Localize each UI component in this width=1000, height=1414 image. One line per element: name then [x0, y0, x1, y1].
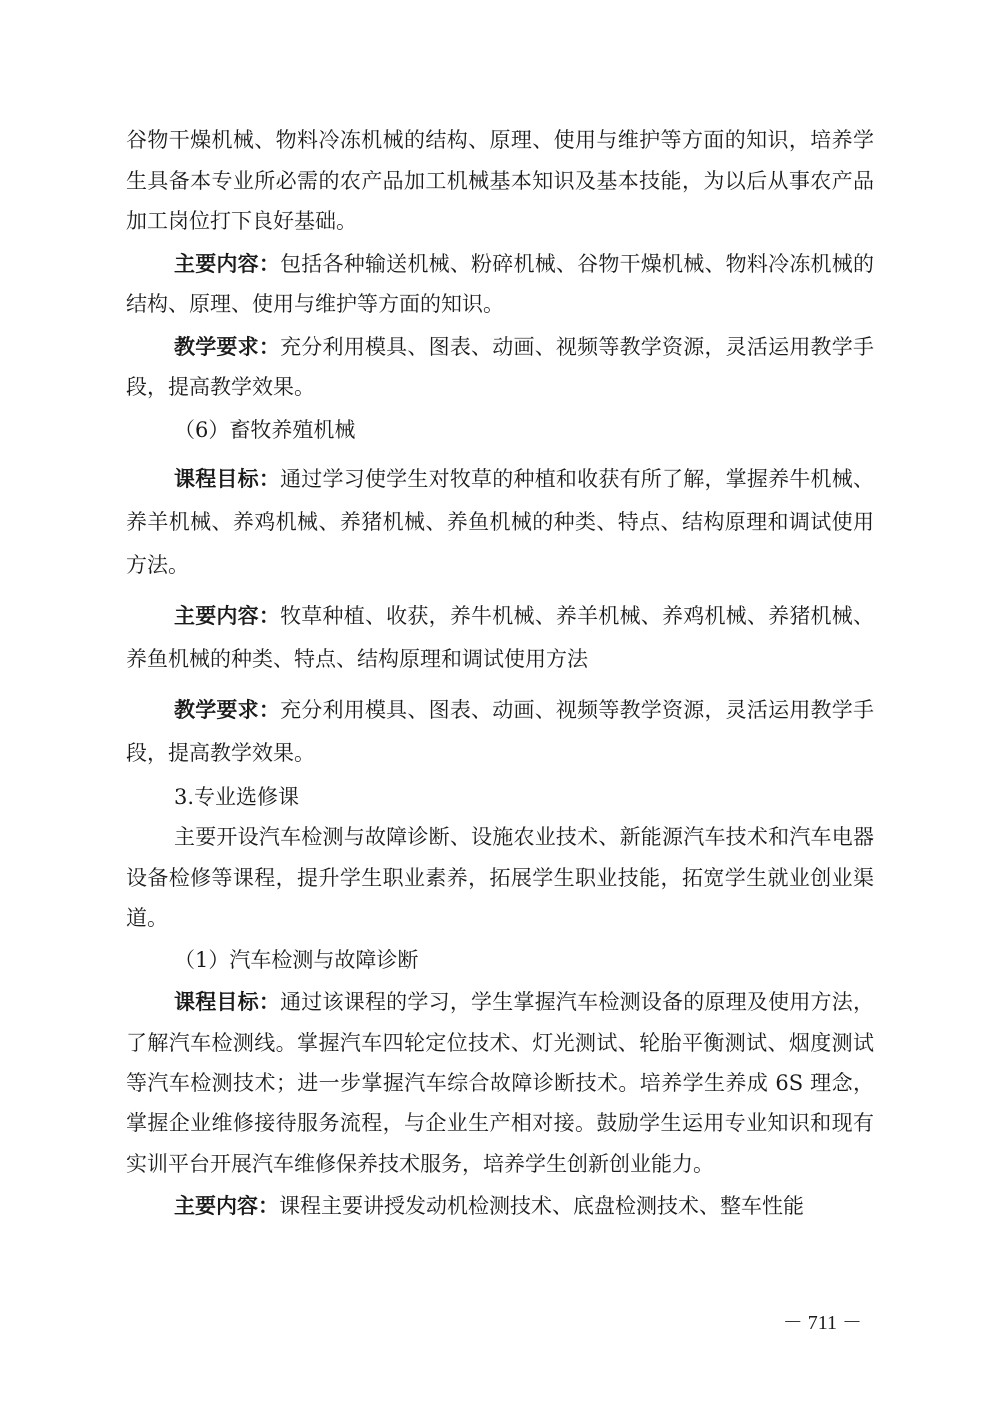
body-text	[126, 120, 874, 1226]
paragraph-text: 谷物干燥机械、物料冷冻机械的结构、原理、使用与维护等方面的知识，培养学生具备本专业所必需的农产品加工机械基本知识及基本技能，为以后从事农产品加工岗位打下良好基础。	[126, 128, 874, 233]
paragraph-text: 牧草种植、收获，养牛机械、养羊机械、养鸡机械、养猪机械、养鱼机械的种类、特点、结构原理和调试使用方法	[126, 604, 874, 671]
paragraph-text: 主要开设汽车检测与故障诊断、设施农业技术、新能源汽车技术和汽车电器设备检修等课程，提升学生职业素养，拓展学生职业技能，拓宽学生就业创业渠道。	[126, 825, 874, 930]
paragraph-label: 主要内容：	[174, 1193, 279, 1218]
paragraph-main-content	[126, 1186, 874, 1226]
paragraph-label: 课程目标：	[174, 990, 281, 1015]
paragraph-teaching-requirements	[126, 689, 874, 775]
section-heading-electives	[126, 777, 874, 817]
paragraph-teaching-requirements	[126, 327, 874, 408]
paragraph-label: 教学要求：	[174, 334, 281, 359]
paragraph-text: 通过学习使学生对牧草的种植和收获有所了解，掌握养牛机械、养羊机械、养鸡机械、养猪机械、养鱼机械的种类、特点、结构原理和调试使用方法。	[126, 467, 874, 577]
paragraph-text: 充分利用模具、图表、动画、视频等教学资源，灵活运用教学手段，提高教学效果。	[126, 334, 874, 399]
paragraph-label: 教学要求：	[174, 698, 281, 722]
section-heading-livestock-machinery	[126, 410, 874, 451]
heading-text: （6）畜牧养殖机械	[174, 417, 356, 442]
paragraph-electives-intro	[126, 817, 874, 938]
paragraph-text: 课程主要讲授发动机检测技术、底盘检测技术、整车性能	[279, 1193, 804, 1218]
section-heading-auto-diagnosis	[126, 940, 874, 980]
paragraph-label: 主要内容：	[174, 604, 281, 628]
heading-text: 3.专业选修课	[174, 785, 300, 809]
paragraph-course-goal	[126, 982, 874, 1183]
paragraph-label: 主要内容：	[174, 251, 281, 276]
paragraph-text: 包括各种输送机械、粉碎机械、谷物干燥机械、物料冷冻机械的结构、原理、使用与维护等方面的知识。	[126, 251, 874, 316]
heading-text: （1）汽车检测与故障诊断	[174, 948, 419, 973]
page-number: － 711 －	[782, 1312, 862, 1334]
paragraph-course-goal	[126, 458, 874, 587]
paragraph-main-content	[126, 244, 874, 325]
paragraph-text: 充分利用模具、图表、动画、视频等教学资源，灵活运用教学手段，提高教学效果。	[126, 698, 874, 765]
paragraph-main-content	[126, 595, 874, 681]
paragraph-course-goal-continued	[126, 120, 874, 242]
paragraph-text: 通过该课程的学习，学生掌握汽车检测设备的原理及使用方法，了解汽车检测线。掌握汽车四轮定位技术、灯光测试、轮胎平衡测试、烟度测试等汽车检测技术；进一步掌握汽车综合故障诊断技术。培养学生养成 6S 理念，掌握企业维修接待服务流程，与企业生产相对接。鼓励学生运用专业知识和现有实训平台开展汽车维修保养技术服务，培养学生创新创业能力。	[126, 990, 874, 1176]
paragraph-label: 课程目标：	[174, 467, 281, 491]
